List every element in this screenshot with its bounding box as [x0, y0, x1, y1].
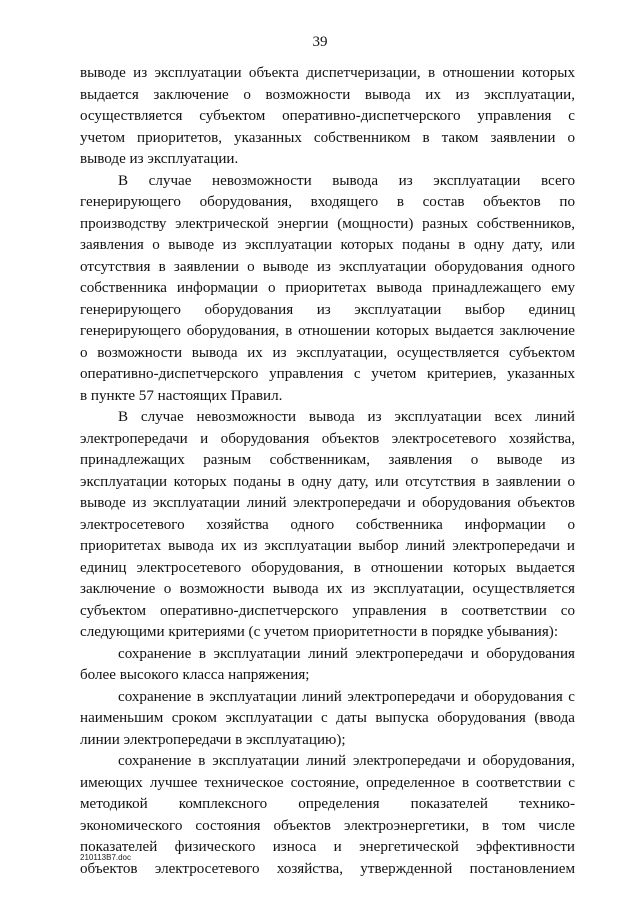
text-line: генерирующего оборудования, в отношении которых выдается заключение — [80, 323, 575, 339]
text-line: эксплуатации которых поданы в одну дату, или отсутствия в заявлении о — [80, 473, 575, 490]
text-line: выводе из эксплуатации. — [80, 151, 239, 167]
text-line: субъектом оперативно-диспетчерского управления в соответствии со — [80, 602, 575, 619]
text-line: объектов электросетевого хозяйства, утвержденной постановлением — [80, 860, 575, 877]
text-line: выдается заключение о возможности вывода их из эксплуатации, — [80, 86, 575, 103]
text-line: наименьшим сроком эксплуатации с даты выпуска оборудования (ввода — [80, 710, 575, 726]
text-line: в пункте 57 настоящих Правил. — [80, 387, 283, 404]
text-line: методикой комплексного определения показателей технико- — [80, 796, 575, 812]
text-line: оперативно-диспетчерского управления с учетом критериев, указанных — [80, 366, 575, 382]
text-line: электросетевого хозяйства одного собственника информации о — [80, 516, 575, 533]
text-line: выводе из эксплуатации объекта диспетчеризации, в отношении которых — [80, 65, 575, 81]
text-line: следующими критериями (с учетом приоритетности в порядке убывания): — [80, 624, 559, 640]
text-line: принадлежащих разным собственникам, заявления о выводе из — [80, 452, 575, 468]
text-line: В случае невозможности вывода из эксплуатации всех линий — [118, 409, 575, 425]
text-line: показателей физического износа и энергетической эффективности — [80, 839, 575, 855]
text-line: электропередачи и оборудования объектов электросетевого хозяйства, — [80, 430, 575, 447]
text-line: производству электрической энергии (мощности) разных собственников, — [80, 215, 575, 232]
text-line: генерирующего оборудования, входящего в состав объектов по — [80, 194, 575, 210]
paragraph — [80, 644, 575, 687]
text-line: В случае невозможности вывода из эксплуатации всего — [118, 172, 575, 189]
document-filename: 210113В7.doc — [80, 853, 132, 862]
text-line: учетом приоритетов, указанных собственником в таком заявлении о — [80, 129, 575, 146]
text-line: линии электропередачи в эксплуатацию); — [80, 731, 346, 748]
text-line: приоритетах вывода их из эксплуатации выбор линий электропередачи и — [80, 538, 575, 554]
paragraph — [80, 407, 575, 644]
text-line: заключение о возможности вывода их из эксплуатации, осуществляется — [80, 581, 575, 597]
text-line: о возможности вывода их из эксплуатации, осуществляется субъектом — [80, 344, 575, 361]
text-line: экономического состояния объектов электроэнергетики, в том числе — [80, 817, 575, 834]
page-number: 39 — [312, 34, 328, 50]
text-line: осуществляется субъектом оперативно-диспетчерского управления с — [80, 108, 575, 124]
text-line: заявления о выводе из эксплуатации которых поданы в одну дату, или — [80, 237, 575, 253]
text-line: сохранение в эксплуатации линий электропередачи и оборудования с — [118, 688, 575, 705]
text-line: генерирующего оборудования из эксплуатации выбор единиц — [80, 301, 575, 318]
text-line: имеющих лучшее техническое состояние, определенное в соответствии с — [80, 774, 575, 791]
document-body — [80, 63, 575, 880]
paragraph — [80, 63, 575, 171]
paragraph — [80, 687, 575, 752]
text-line: сохранение в эксплуатации линий электропередачи и оборудования — [118, 645, 575, 662]
text-line: выводе из эксплуатации линий электропередачи и оборудования объектов — [80, 495, 575, 511]
text-line: собственника информации о приоритетах вывода принадлежащего ему — [80, 280, 575, 296]
paragraph — [80, 751, 575, 880]
text-line: сохранение в эксплуатации линий электропередачи и оборудования, — [118, 753, 575, 769]
text-line: отсутствия в заявлении о выводе из эксплуатации оборудования одного — [80, 258, 575, 275]
text-line: более высокого класса напряжения; — [80, 667, 310, 683]
paragraph — [80, 171, 575, 408]
text-line: единиц электросетевого оборудования, в отношении которых выдается — [80, 559, 575, 576]
